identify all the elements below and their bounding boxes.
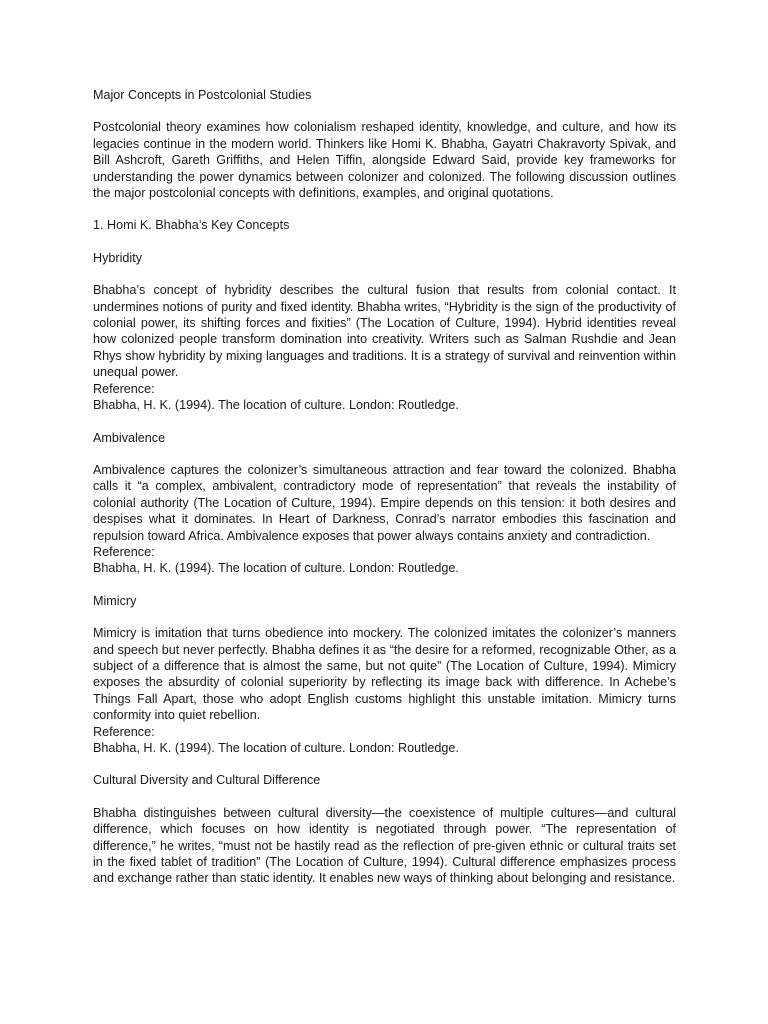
ambivalence-paragraph: Ambivalence captures the colonizer’s simultaneous attraction and fear toward the colonized. Bhabha calls it “a complex, ambivalent, contradictory mode of representation” that reveals the instability of colonial authority (The Location of Culture, 1994). Empire depends on this tension: it both desires and despises what it dominates. In Heart of Darkness, Conrad’s narrator embodies this fascination and repulsion toward Africa. Ambivalence exposes that power always contains anxiety and contradiction. [93,462,676,543]
document-title: Major Concepts in Postcolonial Studies [93,88,312,102]
hybridity-paragraph: Bhabha’s concept of hybridity describes the cultural fusion that results from colonial contact. It undermines notions of purity and fixed identity. Bhabha writes, “Hybridity is the sign of the productivity of colonial power, its shifting forces and fixities” (The Location of Culture, 1994). Hybrid identities reveal how colonized people transform domination into creativity. Writers such as Salman Rushdie and Jean Rhys show hybridity by mixing languages and traditions. It is a strategy of survival and reinvention within unequal power. [93,283,676,380]
ambivalence-reference-label: Reference: [93,544,155,559]
mimicry-paragraph: Mimicry is imitation that turns obedience into mockery. The colonized imitates the colonizer’s manners and speech but never perfectly. Bhabha defines it as “the desire for a reformed, recognizable Other, as a subject of a difference that is almost the same, but not quite” (The Location of Culture, 1994). Mimicry exposes the absurdity of colonial superiority by reflecting its image back with difference. In Achebe’s Things Fall Apart, those who adopt English customs highlight this unstable imitation. Mimicry turns conformity into quiet rebellion. [93,626,676,723]
document-page [93,87,676,903]
hybridity-heading: Hybridity [93,250,142,265]
intro-paragraph: Postcolonial theory examines how colonialism reshaped identity, knowledge, and culture, and how its legacies continue in the modern world. Thinkers like Homi K. Bhabha, Gayatri Chakravorty Spivak, and Bill Ashcroft, Gareth Griffiths, and Helen Tiffin, alongside Edward Said, provide key frameworks for understanding the power dynamics between colonizer and colonized. The following discussion outlines the major postcolonial concepts with definitions, examples, and original quotations. [93,120,676,201]
section-heading-bhabha: 1. Homi K. Bhabha’s Key Concepts [93,218,290,233]
mimicry-reference-label: Reference: [93,724,155,739]
mimicry-heading: Mimicry [93,593,137,608]
hybridity-reference: Bhabha, H. K. (1994). The location of culture. London: Routledge. [93,398,459,413]
mimicry-reference: Bhabha, H. K. (1994). The location of culture. London: Routledge. [93,741,459,755]
cultural-diversity-paragraph: Bhabha distinguishes between cultural diversity—the coexistence of multiple cultures—and cultural difference, which focuses on how identity is negotiated through power. “The representation of difference,” he writes, “must not be hastily read as the reflection of pre-given ethnic or cultural traits set in the fixed tablet of tradition” (The Location of Culture, 1994). Cultural difference emphasizes process and exchange rather than static identity. It enables new ways of thinking about belonging and resistance. [93,805,676,886]
cultural-diversity-heading: Cultural Diversity and Cultural Difference [93,773,321,788]
hybridity-reference-label: Reference: [93,381,155,396]
ambivalence-heading: Ambivalence [93,430,166,445]
ambivalence-reference: Bhabha, H. K. (1994). The location of culture. London: Routledge. [93,561,459,576]
